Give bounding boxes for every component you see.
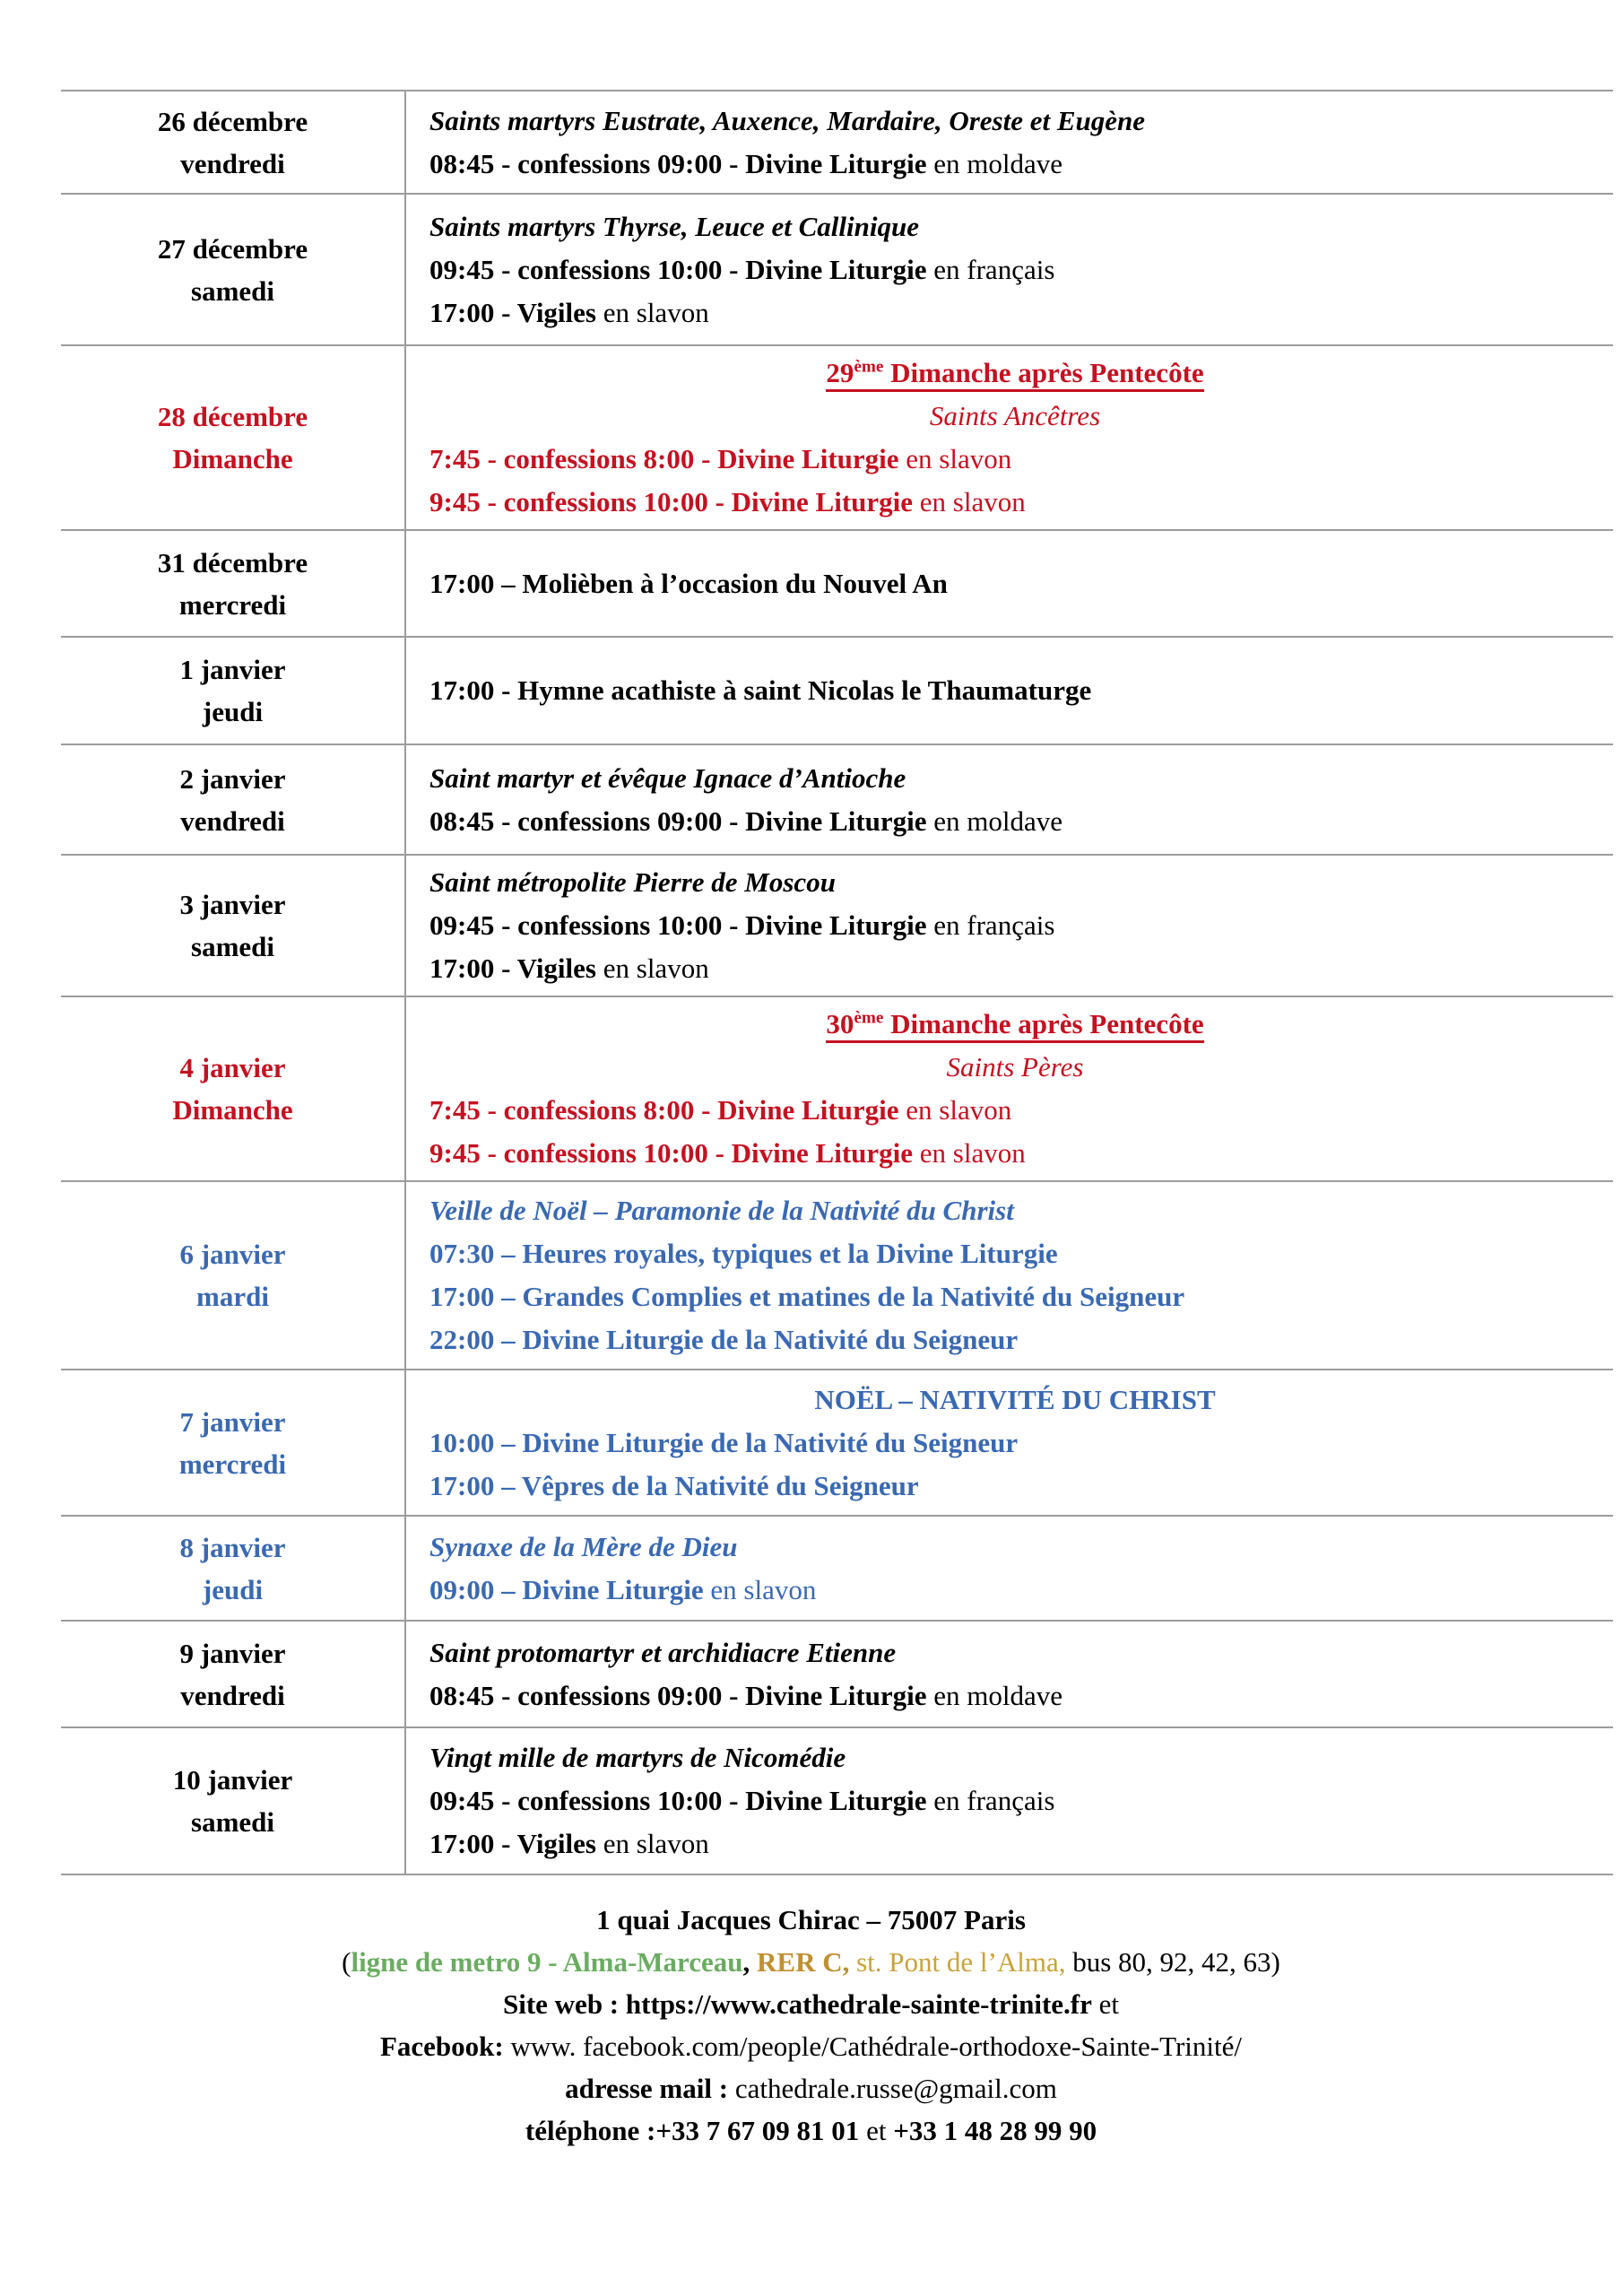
date-cell xyxy=(61,345,405,530)
text-segment: Veille de Noël – Paramonie de la Nativité du Christ xyxy=(429,1195,1014,1226)
text-segment: en slavon xyxy=(913,486,1026,517)
date-line: 4 janvier xyxy=(179,1052,286,1083)
content-cell xyxy=(405,996,1613,1181)
text-segment: en slavon xyxy=(596,952,709,984)
date-line: 3 janvier xyxy=(179,889,286,920)
text-segment: 30 xyxy=(826,1008,854,1039)
text-segment: Saint martyr et évêque Ignace d’Antioche xyxy=(429,761,906,794)
schedule-line xyxy=(429,1631,1600,1674)
date-line: 7 janvier xyxy=(179,1405,286,1438)
footer-line xyxy=(0,1899,1622,1941)
table-row xyxy=(61,1516,1613,1621)
schedule-line xyxy=(429,481,1600,524)
date-cell xyxy=(61,194,405,345)
date-line: vendredi xyxy=(180,804,285,837)
text-segment: 17:00 - Vigiles xyxy=(429,1828,596,1859)
text-segment: 08:45 - confessions 09:00 - Divine Liturgie xyxy=(429,804,927,837)
content-cell xyxy=(405,345,1613,530)
schedule-line xyxy=(429,248,1600,291)
text-segment: NOËL – NATIVITÉ DU CHRIST xyxy=(814,1383,1216,1415)
text-segment: en moldave xyxy=(926,1679,1063,1711)
text-segment: ème xyxy=(854,1008,884,1028)
date-line: samedi xyxy=(191,931,274,962)
text-segment: ligne de metro 9 - Alma-Marceau xyxy=(351,1946,743,1978)
text-segment: 17:00 - Vigiles xyxy=(429,952,596,984)
content-cell xyxy=(405,1516,1613,1621)
text-segment: +33 1 48 28 99 90 xyxy=(893,2115,1097,2146)
text-segment: en français xyxy=(926,253,1055,285)
schedule-line xyxy=(429,1132,1600,1175)
text-segment: 10:00 – Divine Liturgie de la Nativité du Seigneur xyxy=(429,1426,1019,1458)
text-segment: 07:30 – Heures royales, typiques et la Divine Liturgie xyxy=(429,1238,1058,1269)
text-segment: 08:45 - confessions 09:00 - Divine Liturgie xyxy=(429,1679,927,1711)
schedule-line xyxy=(429,1526,1600,1569)
date-line: mercredi xyxy=(178,1448,287,1480)
text-segment: 22:00 – Divine Liturgie de la Nativité du Seigneur xyxy=(429,1324,1019,1355)
date-line: 10 janvier xyxy=(172,1764,293,1796)
schedule-line xyxy=(429,143,1600,186)
text-segment: en slavon xyxy=(913,1137,1026,1169)
text-segment: 9:45 - confessions 10:00 - Divine Liturgie xyxy=(429,486,914,517)
table-row xyxy=(61,1181,1613,1370)
text-segment: en slavon xyxy=(596,296,709,328)
date-cell xyxy=(61,91,405,194)
text-segment: Saint métropolite Pierre de Moscou xyxy=(429,866,836,898)
schedule-line xyxy=(429,904,1600,947)
text-segment: www. facebook.com/people/Cathédrale-orthodoxe-Sainte-Trinité/ xyxy=(503,2031,1243,2062)
date-line: samedi xyxy=(191,1806,274,1838)
date-line: 28 décembre xyxy=(157,401,308,432)
text-segment: Site web : https://www.cathedrale-sainte-trinite.fr xyxy=(502,1988,1092,2020)
table-row xyxy=(61,637,1613,744)
text-segment: en slavon xyxy=(898,443,1012,474)
table-row xyxy=(61,996,1613,1181)
text-segment: bus 80, 92, 42, 63) xyxy=(1065,1946,1280,1978)
date-line: vendredi xyxy=(180,147,285,179)
schedule-line xyxy=(429,1736,1600,1779)
content-cell xyxy=(405,1727,1613,1874)
schedule-line xyxy=(429,757,1600,800)
content-cell xyxy=(405,1181,1613,1370)
content-cell xyxy=(405,855,1613,996)
text-segment: et xyxy=(859,2115,894,2146)
schedule-line xyxy=(429,861,1600,904)
text-segment: Vingt mille de martyrs de Nicomédie xyxy=(429,1742,846,1773)
schedule-line xyxy=(429,1089,1600,1132)
date-line: jeudi xyxy=(202,1573,264,1605)
date-line: jeudi xyxy=(202,696,264,727)
text-segment: Saint protomartyr et archidiacre Etienne xyxy=(429,1636,897,1668)
footer xyxy=(0,1899,1622,2152)
date-line: samedi xyxy=(191,274,274,307)
text-segment: Synaxe de la Mère de Dieu xyxy=(429,1530,738,1562)
date-cell xyxy=(61,855,405,996)
table-row xyxy=(61,855,1613,996)
text-segment: en moldave xyxy=(926,147,1063,179)
content-cell xyxy=(405,1621,1613,1727)
date-line: 8 janvier xyxy=(179,1531,286,1563)
content-cell xyxy=(405,194,1613,345)
date-line: mardi xyxy=(196,1281,269,1312)
footer-line xyxy=(0,2109,1622,2152)
text-segment: 1 quai Jacques Chirac – 75007 Paris xyxy=(596,1904,1026,1935)
date-line: 6 janvier xyxy=(179,1239,286,1270)
schedule-body xyxy=(61,91,1613,1874)
text-segment: 17:00 – Vêpres de la Nativité du Seigneur xyxy=(429,1469,919,1501)
text-segment: , xyxy=(742,1946,758,1978)
schedule-line xyxy=(429,100,1600,143)
text-segment: en français xyxy=(926,1785,1055,1816)
date-line: 1 janvier xyxy=(179,654,286,685)
text-segment: Saints martyrs Eustrate, Auxence, Mardaire, Oreste et Eugène xyxy=(429,104,1146,136)
date-line: Dimanche xyxy=(172,1094,293,1126)
date-line: vendredi xyxy=(180,1679,285,1711)
date-cell xyxy=(61,1181,405,1370)
schedule-line xyxy=(429,1003,1600,1046)
content-cell xyxy=(405,744,1613,855)
text-segment: 7:45 - confessions 8:00 - Divine Liturgie xyxy=(429,443,899,474)
date-line: 31 décembre xyxy=(157,546,308,578)
content-cell xyxy=(405,530,1613,637)
text-segment: 09:45 - confessions 10:00 - Divine Liturgie xyxy=(429,909,927,941)
text-segment: et xyxy=(1091,1988,1120,2020)
text-segment: ( xyxy=(342,1946,351,1978)
footer-line xyxy=(0,1983,1622,2025)
schedule-line xyxy=(429,1275,1600,1318)
underlined-heading xyxy=(826,1008,1203,1043)
date-cell xyxy=(61,996,405,1181)
text-segment: Saints Ancêtres xyxy=(929,400,1101,431)
text-segment: Saints martyrs Thyrse, Leuce et Callinique xyxy=(429,210,919,242)
schedule-line xyxy=(429,800,1600,843)
schedule-line xyxy=(429,947,1600,990)
schedule-line xyxy=(429,1674,1600,1718)
text-segment: RER C, xyxy=(757,1946,850,1978)
table-row xyxy=(61,1727,1613,1874)
date-cell xyxy=(61,637,405,744)
table-row xyxy=(61,1621,1613,1727)
text-segment: en slavon xyxy=(596,1828,709,1859)
schedule-table xyxy=(61,90,1613,1875)
text-segment: 7:45 - confessions 8:00 - Divine Liturgie xyxy=(429,1094,899,1126)
date-line: 27 décembre xyxy=(157,232,308,265)
text-segment: en slavon xyxy=(898,1094,1012,1126)
text-segment: 09:00 – Divine Liturgie xyxy=(429,1573,704,1605)
schedule-line xyxy=(429,1569,1600,1612)
content-cell xyxy=(405,91,1613,194)
schedule-line xyxy=(429,1378,1600,1422)
table-row xyxy=(61,91,1613,194)
date-cell xyxy=(61,1370,405,1516)
schedule-line xyxy=(429,1422,1600,1465)
footer-line xyxy=(0,2025,1622,2067)
date-line: 2 janvier xyxy=(179,762,286,795)
schedule-line xyxy=(429,291,1600,335)
date-line: 9 janvier xyxy=(179,1637,286,1669)
text-segment: ème xyxy=(854,357,884,377)
text-segment: st. Pont de l’Alma, xyxy=(856,1946,1066,1978)
table-row xyxy=(61,345,1613,530)
text-segment: 17:00 – Grandes Complies et matines de la Nativité du Seigneur xyxy=(429,1281,1185,1312)
schedule-line xyxy=(429,1189,1600,1232)
date-cell xyxy=(61,744,405,855)
text-segment: 29 xyxy=(826,357,854,388)
schedule-line xyxy=(429,1822,1600,1866)
schedule-line xyxy=(429,562,1600,605)
date-line: mercredi xyxy=(178,588,287,621)
date-line: Dimanche xyxy=(172,443,293,474)
text-segment: Saints Pères xyxy=(946,1051,1084,1083)
text-segment: en slavon xyxy=(703,1573,817,1605)
schedule-line xyxy=(429,669,1600,712)
text-segment: 17:00 – Molièben à l’occasion du Nouvel An xyxy=(429,567,948,599)
table-row xyxy=(61,744,1613,855)
schedule-line xyxy=(429,1465,1600,1508)
text-segment: 09:45 - confessions 10:00 - Divine Liturgie xyxy=(429,253,927,285)
text-segment: Dimanche après Pentecôte xyxy=(883,1008,1204,1039)
content-cell xyxy=(405,1370,1613,1516)
text-segment: 09:45 - confessions 10:00 - Divine Liturgie xyxy=(429,1785,927,1816)
date-line: 26 décembre xyxy=(157,105,308,137)
footer-line xyxy=(0,1941,1622,1983)
schedule-line xyxy=(429,395,1600,438)
footer-line xyxy=(0,2067,1622,2109)
schedule-line xyxy=(429,1046,1600,1089)
date-cell xyxy=(61,1621,405,1727)
schedule-line xyxy=(429,352,1600,395)
text-segment: Facebook: xyxy=(379,2031,504,2062)
schedule-line xyxy=(429,205,1600,248)
schedule-line xyxy=(429,1318,1600,1361)
text-segment: 17:00 - Vigiles xyxy=(429,296,596,328)
date-cell xyxy=(61,1516,405,1621)
text-segment: téléphone :+33 7 67 09 81 01 xyxy=(525,2115,860,2146)
text-segment: adresse mail : xyxy=(565,2073,735,2104)
text-segment xyxy=(849,1946,856,1978)
underlined-heading xyxy=(826,357,1203,392)
schedule-line xyxy=(429,1232,1600,1275)
table-row xyxy=(61,194,1613,345)
date-cell xyxy=(61,1727,405,1874)
text-segment: cathedrale.russe@gmail.com xyxy=(734,2073,1057,2104)
text-segment: en moldave xyxy=(926,804,1063,837)
text-segment: 17:00 - Hymne acathiste à saint Nicolas le Thaumaturge xyxy=(429,674,1092,706)
table-row xyxy=(61,530,1613,637)
schedule-line xyxy=(429,438,1600,481)
schedule-line xyxy=(429,1779,1600,1822)
date-cell xyxy=(61,530,405,637)
text-segment: 08:45 - confessions 09:00 - Divine Liturgie xyxy=(429,147,927,179)
text-segment: en français xyxy=(926,909,1055,941)
content-cell xyxy=(405,637,1613,744)
text-segment: Dimanche après Pentecôte xyxy=(883,357,1204,388)
text-segment: 9:45 - confessions 10:00 - Divine Liturgie xyxy=(429,1137,914,1169)
table-row xyxy=(61,1370,1613,1516)
